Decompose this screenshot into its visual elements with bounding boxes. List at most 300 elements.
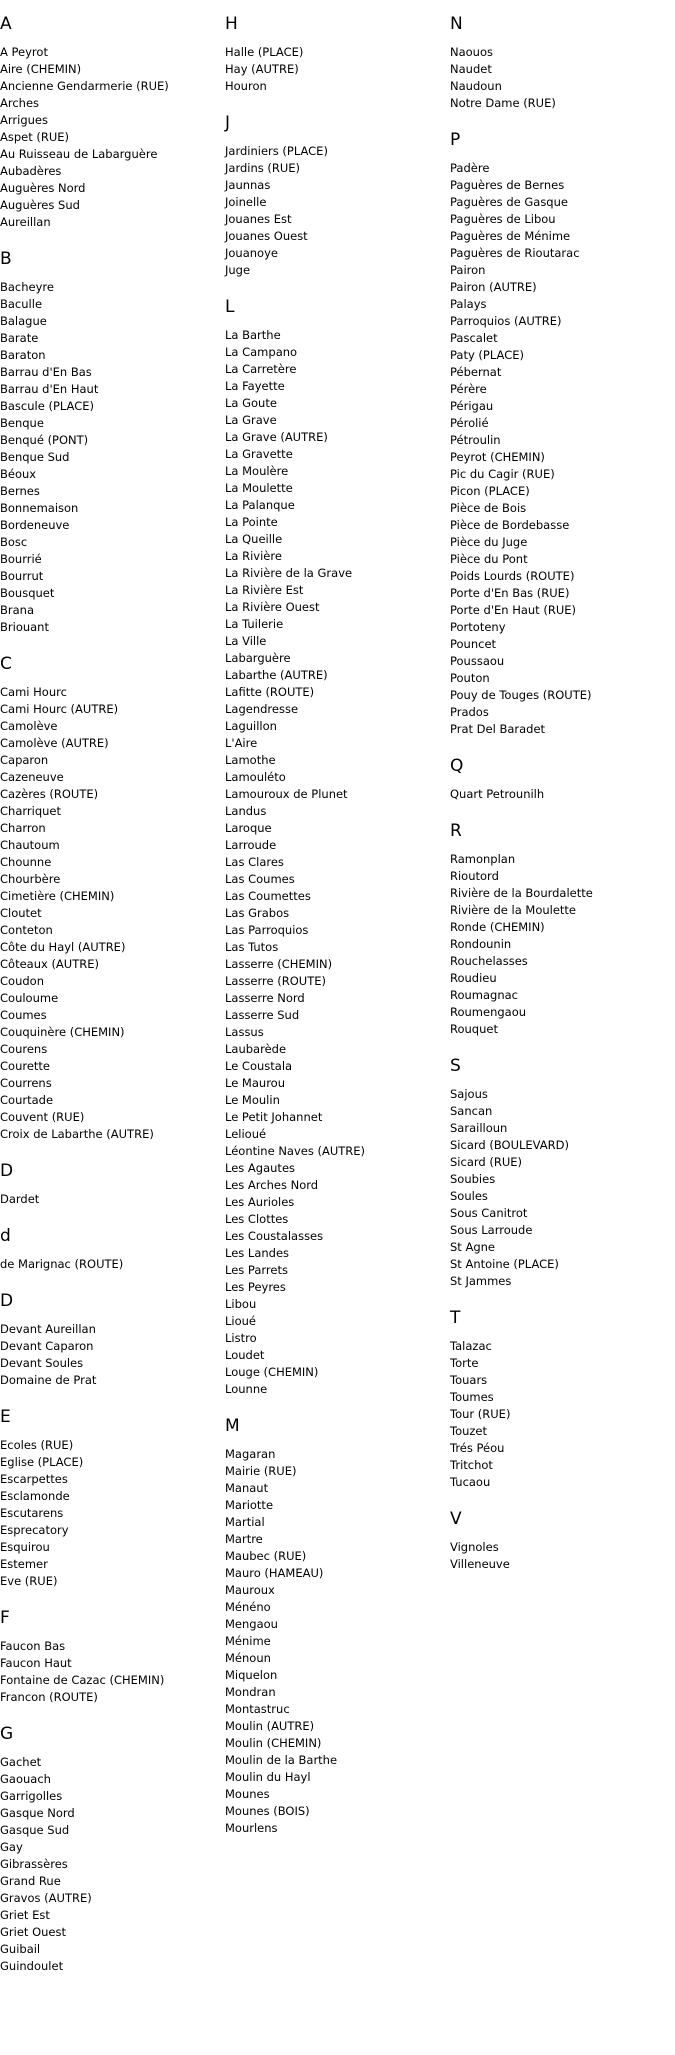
street-name: Mairie (RUE)	[225, 1464, 297, 1478]
street-name: Padère	[450, 161, 490, 175]
letter-section	[225, 1416, 445, 1837]
street-name: Pairon (AUTRE)	[450, 280, 537, 294]
letter-section	[0, 1407, 220, 1590]
street-name: Tucaou	[450, 1475, 491, 1489]
street-list	[0, 1754, 220, 1975]
street-name: Lounne	[225, 1382, 268, 1396]
street-name: Pébernat	[450, 365, 502, 379]
street-name: Bascule (PLACE)	[0, 399, 95, 413]
street-name: Rioutord	[450, 869, 499, 883]
street-name: Bordeneuve	[0, 518, 70, 532]
street-name: Le Coustala	[225, 1059, 293, 1073]
street-list	[450, 1338, 670, 1491]
street-name: Vignoles	[450, 1540, 499, 1554]
street-name: Briouant	[0, 620, 49, 634]
street-name: La Grave	[225, 413, 277, 427]
street-name: Coumes	[0, 1008, 47, 1022]
street-name: La Grave (AUTRE)	[225, 430, 328, 444]
street-name: Courette	[0, 1059, 50, 1073]
street-name: Moulin de la Barthe	[225, 1753, 338, 1767]
street-name: Jouanoye	[225, 246, 278, 260]
street-name: Naudet	[450, 62, 492, 76]
street-name: Porte d'En Bas (RUE)	[450, 586, 570, 600]
street-name: Lioué	[225, 1314, 257, 1328]
street-name: Jouanes Est	[225, 212, 292, 226]
street-name: Griet Ouest	[0, 1925, 66, 1939]
street-name: Les Landes	[225, 1246, 290, 1260]
street-name: Périgau	[450, 399, 494, 413]
street-name: Bourrié	[0, 552, 42, 566]
street-name: Chautoum	[0, 838, 60, 852]
street-name: Cami Hourc (AUTRE)	[0, 702, 119, 716]
street-name: Magaran	[225, 1447, 276, 1461]
street-name: Couquinère (CHEMIN)	[0, 1025, 125, 1039]
street-name: Les Coustalasses	[225, 1229, 324, 1243]
street-name: Gravos (AUTRE)	[0, 1891, 92, 1905]
street-name: Laubarède	[225, 1042, 287, 1056]
section-letter-heading: P	[450, 130, 461, 150]
letter-section	[450, 756, 670, 803]
street-name: Faucon Bas	[0, 1639, 66, 1653]
street-index-column-1	[0, 14, 220, 1993]
street-name: Jaunnas	[225, 178, 271, 192]
street-name: Les Aurioles	[225, 1195, 295, 1209]
street-name: Bernes	[0, 484, 40, 498]
street-name: Couvent (RUE)	[0, 1110, 85, 1124]
street-name: de Marignac (ROUTE)	[0, 1257, 124, 1271]
street-name: La Carretère	[225, 362, 297, 376]
street-name: La Campano	[225, 345, 298, 359]
street-name: Barate	[0, 331, 39, 345]
street-name: Ménéno	[225, 1600, 271, 1614]
street-name: Ménoun	[225, 1651, 271, 1665]
street-name: Escutarens	[0, 1506, 64, 1520]
letter-section	[0, 1608, 220, 1706]
street-name: Poids Lourds (ROUTE)	[450, 569, 575, 583]
street-name: Le Petit Johannet	[225, 1110, 323, 1124]
street-name: La Moulère	[225, 464, 289, 478]
street-name: Courrens	[0, 1076, 52, 1090]
section-letter-heading: J	[225, 113, 231, 133]
street-name: Porte d'En Haut (RUE)	[450, 603, 576, 617]
street-name: Joinelle	[225, 195, 267, 209]
street-name: La Goute	[225, 396, 277, 410]
street-name: Rivière de la Bourdalette	[450, 886, 593, 900]
street-name: Laguillon	[225, 719, 277, 733]
street-name: Gay	[0, 1840, 23, 1854]
street-name: Baraton	[0, 348, 46, 362]
street-name: Les Arches Nord	[225, 1178, 319, 1192]
section-letter-heading: V	[450, 1509, 462, 1529]
street-list	[0, 1256, 220, 1273]
street-name: Cami Hourc	[0, 685, 67, 699]
street-name: Naudoun	[450, 79, 502, 93]
street-name: Tour (RUE)	[450, 1407, 511, 1421]
street-name: La Moulette	[225, 481, 293, 495]
street-name: Gachet	[0, 1755, 42, 1769]
street-name: La Rivière	[225, 549, 282, 563]
street-name: Portoteny	[450, 620, 506, 634]
street-name: Toumes	[450, 1390, 494, 1404]
letter-section	[0, 249, 220, 636]
street-name: Sancan	[450, 1104, 493, 1118]
street-name: Martial	[225, 1515, 265, 1529]
street-name: Picon (PLACE)	[450, 484, 530, 498]
street-name: Cazères (ROUTE)	[0, 787, 99, 801]
street-list	[0, 44, 220, 231]
street-name: Rouchelasses	[450, 954, 528, 968]
street-list	[0, 1638, 220, 1706]
street-name: Juge	[225, 263, 251, 277]
letter-section	[225, 297, 445, 1398]
street-name: Courtade	[0, 1093, 54, 1107]
street-name: Le Maurou	[225, 1076, 285, 1090]
street-name: La Rivière de la Grave	[225, 566, 353, 580]
street-name: Caparon	[0, 753, 49, 767]
street-name: Fontaine de Cazac (CHEMIN)	[0, 1673, 165, 1687]
street-name: Palays	[450, 297, 487, 311]
street-name: Les Parrets	[225, 1263, 288, 1277]
street-name: Paguères de Libou	[450, 212, 556, 226]
street-name: Cazeneuve	[0, 770, 64, 784]
street-name: Pouton	[450, 671, 490, 685]
street-name: Les Agautes	[225, 1161, 296, 1175]
street-list	[225, 1446, 445, 1837]
street-name: Devant Soules	[0, 1356, 84, 1370]
street-name: Sajous	[450, 1087, 488, 1101]
section-letter-heading: d	[0, 1226, 11, 1246]
street-name: Sarailloun	[450, 1121, 508, 1135]
street-name: Benqué (PONT)	[0, 433, 89, 447]
street-name: Baculle	[0, 297, 43, 311]
street-name: Hay (AUTRE)	[225, 62, 299, 76]
letter-section	[450, 821, 670, 1038]
street-list	[225, 143, 445, 279]
street-name: Pérère	[450, 382, 487, 396]
street-name: Devant Aureillan	[0, 1322, 96, 1336]
street-name: Maubec (RUE)	[225, 1549, 307, 1563]
street-name: Bourrut	[0, 569, 44, 583]
section-letter-heading: N	[450, 14, 463, 34]
street-name: Roumengaou	[450, 1005, 527, 1019]
street-name: Gasque Sud	[0, 1823, 70, 1837]
street-name: Poussaou	[450, 654, 505, 668]
street-name: Landus	[225, 804, 267, 818]
section-letter-heading: C	[0, 654, 12, 674]
street-name: St Antoine (PLACE)	[450, 1257, 559, 1271]
street-name: Notre Dame (RUE)	[450, 96, 556, 110]
street-name: Jardins (RUE)	[225, 161, 301, 175]
street-name: Camolève	[0, 719, 58, 733]
street-name: Louge (CHEMIN)	[225, 1365, 319, 1379]
street-name: Bousquet	[0, 586, 55, 600]
street-name: L'Aire	[225, 736, 258, 750]
street-name: Les Peyres	[225, 1280, 286, 1294]
section-letter-heading: D	[0, 1291, 14, 1311]
street-list	[0, 1321, 220, 1389]
street-list	[450, 1539, 670, 1573]
section-letter-heading: R	[450, 821, 462, 841]
street-name: Pièce de Bois	[450, 501, 527, 515]
street-name: Barrau d'En Bas	[0, 365, 92, 379]
street-name: Las Grabos	[225, 906, 290, 920]
street-name: Manaut	[225, 1481, 269, 1495]
street-name: Soules	[450, 1189, 488, 1203]
street-name: Lafitte (ROUTE)	[225, 685, 315, 699]
letter-section	[450, 1308, 670, 1491]
street-list	[0, 1437, 220, 1590]
street-name: Pétroulin	[450, 433, 501, 447]
street-name: Listro	[225, 1331, 257, 1345]
street-name: Gibrassères	[0, 1857, 68, 1871]
street-name: Balague	[0, 314, 47, 328]
street-name: Roumagnac	[450, 988, 519, 1002]
street-name: Cimetière (CHEMIN)	[0, 889, 115, 903]
street-name: Arrigues	[0, 113, 48, 127]
street-name: Grand Rue	[0, 1874, 61, 1888]
street-name: Halle (PLACE)	[225, 45, 304, 59]
section-letter-heading: L	[225, 297, 235, 317]
street-name: Touzet	[450, 1424, 488, 1438]
street-name: Mauro (HAMEAU)	[225, 1566, 324, 1580]
street-name: Lasserre (ROUTE)	[225, 974, 326, 988]
section-letter-heading: Q	[450, 756, 464, 776]
street-name: Las Parroquios	[225, 923, 309, 937]
street-name: Roudieu	[450, 971, 497, 985]
street-name: La Queille	[225, 532, 283, 546]
street-name: Moulin (CHEMIN)	[225, 1736, 322, 1750]
street-name: Francon (ROUTE)	[0, 1690, 98, 1704]
street-name: Esquirou	[0, 1540, 50, 1554]
street-name: Pairon	[450, 263, 486, 277]
street-name: Gaouach	[0, 1772, 51, 1786]
street-name: Moulin du Hayl	[225, 1770, 311, 1784]
street-name: Lamouroux de Plunet	[225, 787, 348, 801]
street-name: Ronde (CHEMIN)	[450, 920, 545, 934]
street-list	[450, 851, 670, 1038]
street-name: Paty (PLACE)	[450, 348, 524, 362]
street-name: Pouy de Touges (ROUTE)	[450, 688, 592, 702]
street-name: Ecoles (RUE)	[0, 1438, 74, 1452]
street-list	[450, 786, 670, 803]
section-letter-heading: T	[450, 1308, 461, 1328]
street-list	[0, 1191, 220, 1208]
street-name: Lagendresse	[225, 702, 299, 716]
street-name: Pièce de Bordebasse	[450, 518, 570, 532]
street-name: Prados	[450, 705, 489, 719]
street-name: Côteaux (AUTRE)	[0, 957, 99, 971]
street-name: Mounes	[225, 1787, 270, 1801]
street-name: Jardiniers (PLACE)	[225, 144, 328, 158]
street-name: Gasque Nord	[0, 1806, 75, 1820]
street-name: Rivière de la Moulette	[450, 903, 577, 917]
street-name: Jouanes Ouest	[225, 229, 308, 243]
street-name: Paguères de Gasque	[450, 195, 568, 209]
street-name: Dardet	[0, 1192, 40, 1206]
street-name: Escarpettes	[0, 1472, 68, 1486]
street-name: Aspet (RUE)	[0, 130, 70, 144]
street-name: Esprecatory	[0, 1523, 69, 1537]
street-name: Eglise (PLACE)	[0, 1455, 84, 1469]
street-name: Aire (CHEMIN)	[0, 62, 82, 76]
street-name: Charron	[0, 821, 46, 835]
street-name: Le Moulin	[225, 1093, 280, 1107]
street-name: Auguères Nord	[0, 181, 86, 195]
letter-section	[450, 1509, 670, 1573]
section-letter-heading: E	[0, 1407, 11, 1427]
street-name: Lassus	[225, 1025, 264, 1039]
street-name: Ramonplan	[450, 852, 516, 866]
street-name: Las Tutos	[225, 940, 279, 954]
street-name: La Gravette	[225, 447, 293, 461]
street-name: Léontine Naves (AUTRE)	[225, 1144, 366, 1158]
street-list	[0, 684, 220, 1143]
street-list	[225, 44, 445, 95]
street-name: Béoux	[0, 467, 37, 481]
street-list	[450, 160, 670, 738]
street-name: Lasserre (CHEMIN)	[225, 957, 333, 971]
section-letter-heading: A	[0, 14, 12, 34]
street-name: Libou	[225, 1297, 257, 1311]
street-list	[225, 327, 445, 1398]
letter-section	[225, 14, 445, 95]
street-name: Mounes (BOIS)	[225, 1804, 310, 1818]
street-name: La Tuilerie	[225, 617, 284, 631]
street-name: Sous Canitrot	[450, 1206, 528, 1220]
street-name: Mengaou	[225, 1617, 278, 1631]
street-name: Paguères de Bernes	[450, 178, 565, 192]
street-name: Labarthe (AUTRE)	[225, 668, 328, 682]
street-name: Pouncet	[450, 637, 497, 651]
street-name: Rouquet	[450, 1022, 498, 1036]
street-name: Talazac	[450, 1339, 492, 1353]
section-letter-heading: M	[225, 1416, 240, 1436]
street-name: La Rivière Est	[225, 583, 304, 597]
street-name: Auguères Sud	[0, 198, 80, 212]
street-name: Pic du Cagir (RUE)	[450, 467, 555, 481]
street-list	[0, 279, 220, 636]
street-name: La Rivière Ouest	[225, 600, 320, 614]
section-letter-heading: B	[0, 249, 12, 269]
street-name: Sicard (RUE)	[450, 1155, 522, 1169]
street-name: Sicard (BOULEVARD)	[450, 1138, 569, 1152]
street-index-column-3	[450, 14, 670, 1591]
street-name: Naouos	[450, 45, 494, 59]
street-name: Mariotte	[225, 1498, 274, 1512]
street-name: Houron	[225, 79, 267, 93]
street-name: Brana	[0, 603, 35, 617]
street-name: Mauroux	[225, 1583, 275, 1597]
street-name: Aureillan	[0, 215, 51, 229]
street-name: Lasserre Nord	[225, 991, 305, 1005]
street-name: Las Coumettes	[225, 889, 311, 903]
street-name: Trés Péou	[450, 1441, 505, 1455]
letter-section	[450, 130, 670, 738]
street-name: Chounne	[0, 855, 52, 869]
street-name: Eve (RUE)	[0, 1574, 58, 1588]
street-name: La Palanque	[225, 498, 295, 512]
street-name: Las Coumes	[225, 872, 295, 886]
street-name: Mourlens	[225, 1821, 278, 1835]
street-name: Cloutet	[0, 906, 42, 920]
letter-section	[0, 1291, 220, 1389]
street-name: Moulin (AUTRE)	[225, 1719, 315, 1733]
street-name: St Jammes	[450, 1274, 512, 1288]
street-name: Camolève (AUTRE)	[0, 736, 109, 750]
street-name: Paguères de Rioutarac	[450, 246, 580, 260]
street-name: Torte	[450, 1356, 479, 1370]
letter-section	[0, 1161, 220, 1208]
street-name: Pièce du Pont	[450, 552, 528, 566]
street-name: St Agne	[450, 1240, 495, 1254]
street-name: Couloume	[0, 991, 59, 1005]
letter-section	[0, 1724, 220, 1975]
street-name: Pièce du Juge	[450, 535, 528, 549]
street-name: Benque Sud	[0, 450, 70, 464]
street-name: Miquelon	[225, 1668, 278, 1682]
street-name: Guindoulet	[0, 1959, 64, 1973]
street-name: Soubies	[450, 1172, 496, 1186]
street-name: Touars	[450, 1373, 488, 1387]
street-name: Pascalet	[450, 331, 498, 345]
section-letter-heading: D	[0, 1161, 14, 1181]
street-name: Mondran	[225, 1685, 276, 1699]
street-name: Laroque	[225, 821, 272, 835]
street-name: Peyrot (CHEMIN)	[450, 450, 545, 464]
street-name: Pérolié	[450, 416, 489, 430]
street-name: Rondounin	[450, 937, 512, 951]
street-name: Faucon Haut	[0, 1656, 72, 1670]
letter-section	[0, 1226, 220, 1273]
street-name: Garrigolles	[0, 1789, 63, 1803]
street-name: Lamothe	[225, 753, 276, 767]
street-name: Estemer	[0, 1557, 48, 1571]
street-name: Loudet	[225, 1348, 265, 1362]
street-name: Ménime	[225, 1634, 271, 1648]
street-name: Labarguère	[225, 651, 291, 665]
street-name: La Pointe	[225, 515, 278, 529]
street-name: Larroude	[225, 838, 277, 852]
street-name: Coudon	[0, 974, 44, 988]
letter-section	[0, 14, 220, 231]
street-name: Benque	[0, 416, 44, 430]
street-name: Griet Est	[0, 1908, 50, 1922]
street-name: Esclamonde	[0, 1489, 70, 1503]
street-name: Villeneuve	[450, 1557, 510, 1571]
letter-section	[0, 654, 220, 1143]
street-name: Ancienne Gendarmerie (RUE)	[0, 79, 169, 93]
street-name: Las Clares	[225, 855, 284, 869]
street-name: La Ville	[225, 634, 267, 648]
section-letter-heading: H	[225, 14, 238, 34]
street-name: Croix de Labarthe (AUTRE)	[0, 1127, 154, 1141]
street-name: Chourbère	[0, 872, 61, 886]
street-name: La Fayette	[225, 379, 285, 393]
section-letter-heading: F	[0, 1608, 10, 1628]
street-name: Charriquet	[0, 804, 61, 818]
street-name: Au Ruisseau de Labarguère	[0, 147, 158, 161]
street-name: Tritchot	[450, 1458, 493, 1472]
street-name: Barrau d'En Haut	[0, 382, 99, 396]
street-name: Les Clottes	[225, 1212, 289, 1226]
letter-section	[450, 1056, 670, 1290]
street-name: Guibail	[0, 1942, 41, 1956]
street-name: A Peyrot	[0, 45, 48, 59]
street-name: Lamouléto	[225, 770, 286, 784]
letter-section	[450, 14, 670, 112]
street-name: Bosc	[0, 535, 28, 549]
street-name: Martre	[225, 1532, 263, 1546]
